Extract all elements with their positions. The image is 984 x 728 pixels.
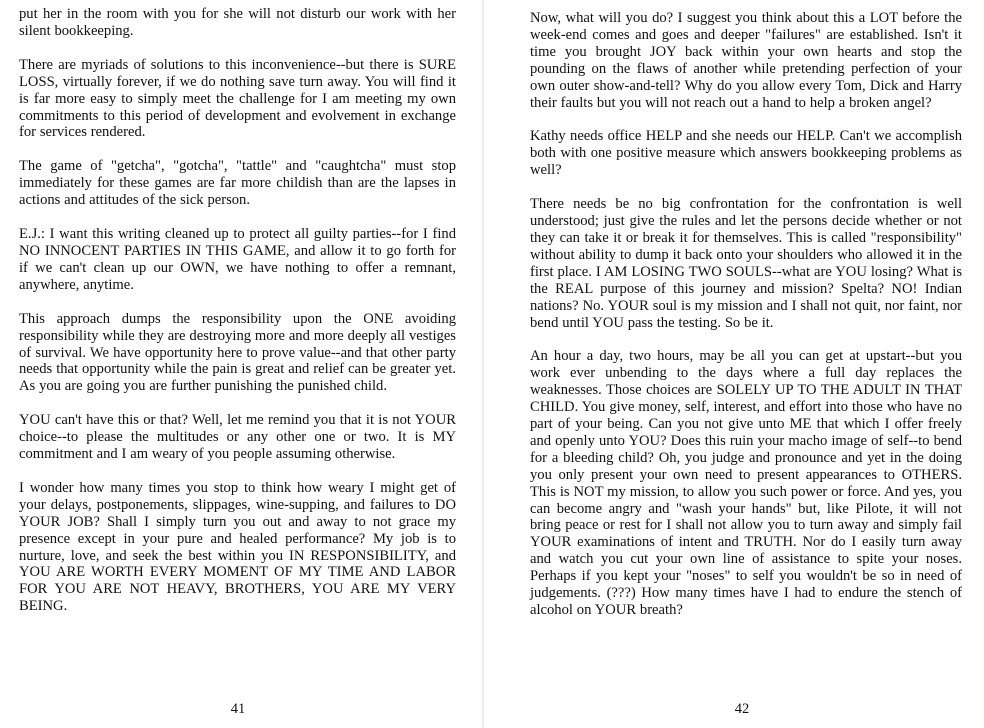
- right-paragraph-2: Kathy needs office HELP and she needs our HELP. Can't we accomplish both with one positive measure which answers bookkeeping problems as well?: [530, 128, 962, 179]
- left-paragraph-4: E.J.: I want this writing cleaned up to protect all guilty parties--for I find NO INNOCENT PARTIES IN THIS GAME, and allow it to go forth for if we can't clean up our OWN, we have nothing to offer a remnant, anywhere, anytime.: [19, 226, 456, 293]
- left-paragraph-1: put her in the room with you for she will not disturb our work with her silent bookkeeping.: [19, 6, 456, 39]
- left-paragraph-7: I wonder how many times you stop to think how weary I might get of your delays, postponements, slippages, wine-supping, and failures to DO YOUR JOB? Shall I simply turn you out and away to not grace my presence except in your pure and healed performance? My job is to nurture, love, and seek the best within you IN RESPONSIBILITY, and YOU ARE WORTH EVERY MOMENT OF MY TIME AND LABOR FOR YOU ARE NOT HEAVY, BROTHERS, YOU ARE MY VERY BEING.: [19, 479, 456, 615]
- left-paragraph-3: The game of "getcha", "gotcha", "tattle" and "caughtcha" must stop immediately for these games are far more childish than are the lapses in actions and attitudes of the sick person.: [19, 158, 456, 209]
- left-page: [0, 0, 476, 728]
- right-paragraph-1: Now, what will you do? I suggest you think about this a LOT before the week-end comes and goes and deeper "failures" are established. Isn't it time you brought JOY back within your own hearts and stop the pounding on the flaws of another while pretending perfection of your own outer show-and-tell? Why do you allow every Tom, Dick and Harry their faults but you will not reach out a hand to help a broken angel?: [530, 10, 962, 111]
- left-paragraph-5: This approach dumps the responsibility upon the ONE avoiding responsibility while they are destroying more and more deeply all vestiges of survival. We have opportunity here to prove value--and that other party needs that opportunity while the pain is great and relief can be greater yet. As you are going you are further punishing the punished child.: [19, 310, 456, 395]
- right-paragraph-4: An hour a day, two hours, may be all you can get at upstart--but you work ever unbending to the days where a full day replaces the weaknesses. Those choices are SOLELY UP TO THE ADULT IN THAT CHILD. You give money, self, interest, and effort into those who have no part of your being. Can you not give unto ME that which I offer freely and openly unto YOU? Does this ruin your macho image of self--to bend for a bleeding child? Oh, you judge and pronounce and yet in the doing you only present your own need to present appearances to OTHERS. This is NOT my mission, to allow you such power or force. And yes, you can become angry and "wash your hands" but, like Pilote, it will not bring peace or rest for I shall not allow you to turn away and simply fail YOUR examinations of intent and TRUTH. Nor do I easily turn away and watch you cut your own line of assistance to spite your noses. Perhaps if you kept your "noses" to self you wouldn't be so in need of judgements. (???) How many times have I had to endure the stench of alcohol on YOUR breath?: [530, 348, 962, 618]
- left-paragraph-6: YOU can't have this or that? Well, let me remind you that it is not YOUR choice--to please the multitudes or any other one or two. It is MY commitment and I am weary of you people assuming otherwise.: [19, 412, 456, 463]
- right-paragraph-3: There needs be no big confrontation for the confrontation is well understood; just give the rules and let the persons decide whether or not they can take it or break it for themselves. This is called "responsibility" without ability to dump it back onto your shoulders who allowed it in the first place. I AM LOSING TWO SOULS--what are YOU losing? What is the REAL purpose of this journey and mission? Spelta? NO! Indian nations? No. YOUR soul is my mission and I shall not quit, nor faint, nor bend until YOU pass the testing. So be it.: [530, 196, 962, 331]
- page-number-right: 42: [734, 701, 750, 717]
- left-paragraph-2: There are myriads of solutions to this inconvenience--but there is SURE LOSS, virtually forever, if we do nothing save turn away. You will find it is far more easy to simply meet the challenge for I am meeting my own commitments to this period of development and evolvement in exchange for services rendered.: [19, 56, 456, 141]
- book-gutter: [482, 0, 484, 728]
- page-number-left: 41: [230, 701, 246, 717]
- right-page: [500, 0, 984, 728]
